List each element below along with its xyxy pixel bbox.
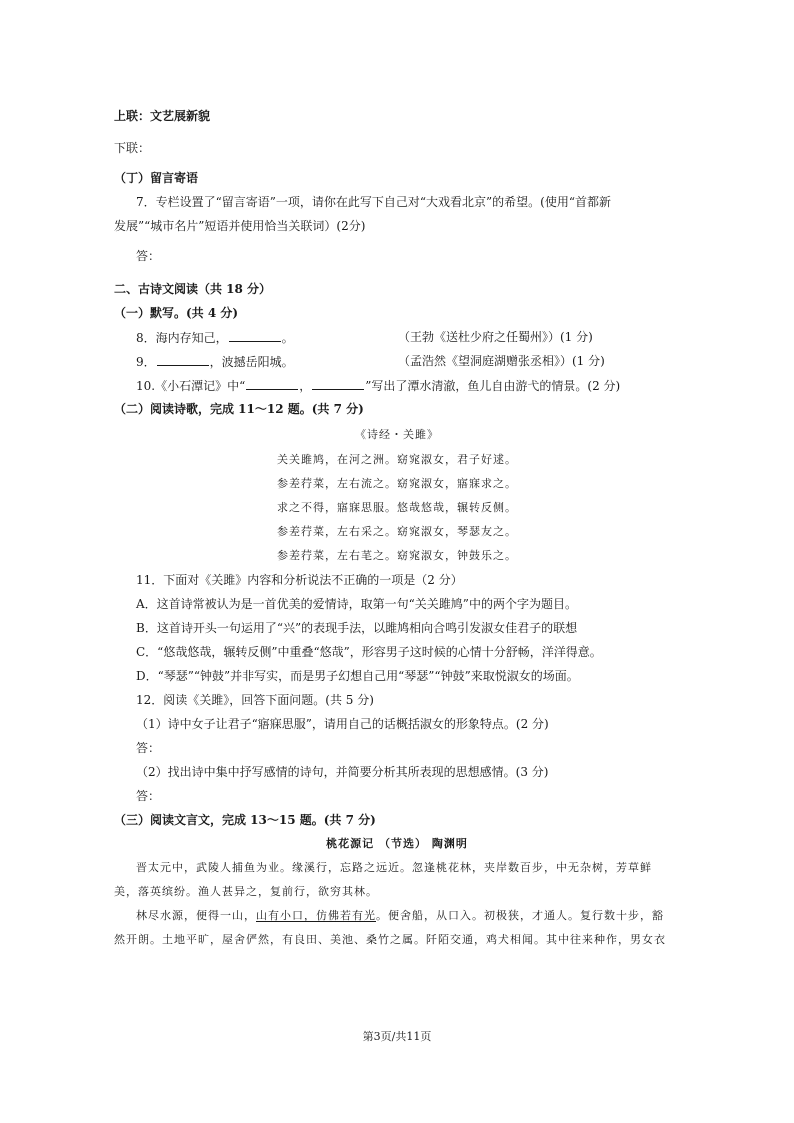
q11-option-b: B．这首诗开头一句运用了“兴”的表现手法，以雎鸠相向合鸣引发淑女佳君子的联想	[136, 621, 578, 635]
q11-option-a: A．这首诗常被认为是一首优美的爱情诗，取第一句“关关雎鸠”中的两个字为题目。	[136, 597, 577, 611]
q10-pre: 10.《小石潭记》中“	[136, 379, 246, 393]
q11-stem: 11．下面对《关雎》内容和分析说法不正确的一项是（2 分）	[136, 573, 463, 587]
poem-line-1: 关关雎鸠，在河之洲。窈窕淑女，君子好逑。	[277, 453, 517, 466]
part3-title: （三）阅读文言文，完成 13～15 题。(共 7 分)	[114, 813, 376, 827]
essay-p2-line2: 然开朗。土地平旷，屋舍俨然，有良田、美池、桑竹之属。阡陌交通，鸡犬相闻。其中往来种作，男女衣	[114, 933, 666, 946]
poem-line-3: 求之不得，寤寐思服。悠哉悠哉，辗转反侧。	[277, 501, 517, 514]
q12-stem: 12．阅读《关雎》，回答下面问题。(共 5 分)	[136, 693, 374, 707]
q8-end: 。	[281, 331, 294, 345]
q9-line	[136, 353, 696, 370]
section-ding-title: （丁）留言寄语	[114, 171, 199, 185]
part2-sub1: （一）默写。(共 4 分)	[114, 306, 239, 320]
q10-line	[136, 377, 726, 394]
q12-sub1: （1）诗中女子让君子“寤寐思服”，请用自己的话概括淑女的形象特点。(2 分)	[136, 717, 549, 731]
q9-source: （孟浩然《望洞庭湖赠张丞相》）(1 分)	[398, 354, 605, 368]
couplet-lower: 下联：	[114, 141, 151, 155]
poem-line-2: 参差荇菜，左右流之。窈窕淑女，寤寐求之。	[277, 477, 517, 490]
page-footer: 第3页/共11页	[362, 1030, 432, 1043]
part2-title: 二、古诗文阅读（共 18 分）	[114, 282, 272, 296]
q11-option-c: C．“悠哉悠哉，辗转反侧”中重叠“悠哉”，形容男子这时候的心情十分舒畅，洋洋得意。	[136, 645, 602, 659]
q10-blank-2[interactable]	[312, 377, 364, 390]
q11-option-d: D．“琴瑟”“钟鼓”并非写实，而是男子幻想自己用“琴瑟”“钟鼓”来取悦淑女的场面。	[136, 669, 579, 683]
q10-mid: ，	[299, 379, 312, 393]
q8-text: 8．海内存知己，	[136, 331, 228, 345]
essay-p1-line1: 晋太元中，武陵人捕鱼为业。缘溪行，忘路之远近。忽逢桃花林，夹岸数百步，中无杂树，芳草鲜	[136, 861, 652, 874]
q7-answer: 答：	[136, 249, 161, 263]
essay-title: 桃花源记 （节选） 陶渊明	[326, 837, 468, 850]
poem-line-5: 参差荇菜，左右芼之。窈窕淑女，钟鼓乐之。	[277, 549, 517, 562]
q8-blank[interactable]	[229, 329, 281, 342]
q10-post: ”写出了潭水清澈，鱼儿自由游弋的情景。(2 分)	[365, 379, 621, 393]
q12-answer-1: 答：	[136, 741, 161, 755]
q7-line1: 7．专栏设置了“留言寄语”一项，请你在此写下自己对“大戏看北京”的希望。(使用“首都新	[136, 195, 611, 209]
q9-blank[interactable]	[157, 353, 209, 366]
essay-p2-pre: 林尽水源，便得一山，	[136, 909, 256, 922]
q10-blank-1[interactable]	[246, 377, 298, 390]
q9-text: ，波撼岳阳城。	[209, 355, 294, 369]
essay-underlined-sentence: 山有小口，仿佛若有光	[256, 909, 376, 922]
poem-line-4: 参差荇菜，左右采之。窈窕淑女，琴瑟友之。	[277, 525, 517, 538]
essay-p2-post: 。便舍船，从口入。初极狭，才通人。复行数十步，豁	[376, 909, 664, 922]
q12-answer-2: 答：	[136, 789, 161, 803]
poem-title: 《诗经・关雎》	[355, 428, 439, 441]
q8-line	[136, 329, 696, 346]
essay-p1-line2: 美，落英缤纷。渔人甚异之，复前行，欲穷其林。	[114, 885, 378, 898]
q7-line2: 发展”“城市名片”短语并使用恰当关联词）(2分)	[114, 219, 366, 233]
q12-sub2: （2）找出诗中集中抒写感情的诗句，并简要分析其所表现的思想感情。(3 分)	[136, 765, 549, 779]
q9-number: 9．	[136, 355, 156, 369]
q8-source: （王勃《送杜少府之任蜀州》）(1 分)	[398, 330, 593, 344]
part2-sub2: （二）阅读诗歌，完成 11～12 题。(共 7 分)	[114, 402, 364, 416]
essay-p2-line1	[136, 908, 684, 924]
couplet-upper: 上联：文艺展新貌	[114, 109, 211, 123]
